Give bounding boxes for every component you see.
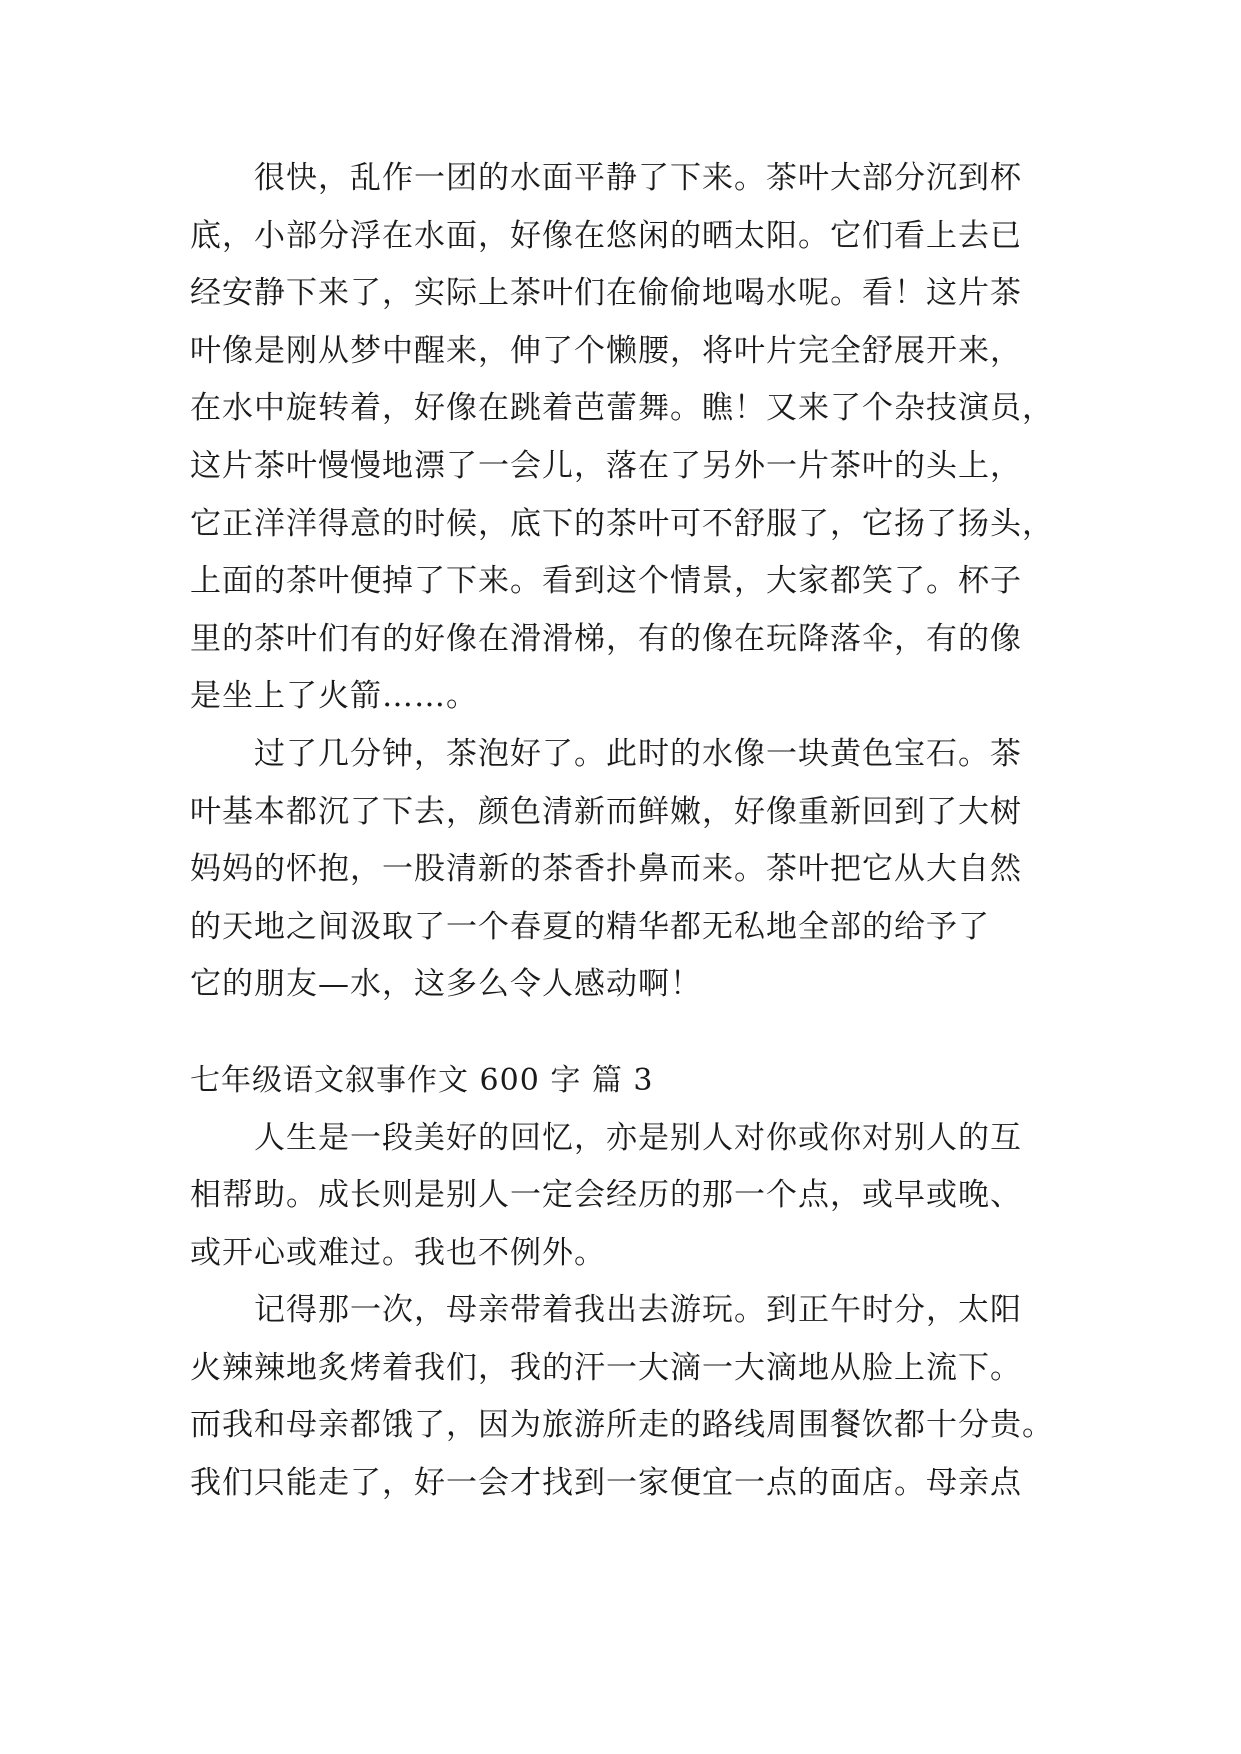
text-line: 上面的茶叶便掉了下来。看到这个情景，大家都笑了。杯子 [190, 563, 1022, 600]
document-page [190, 150, 1070, 1513]
text-line: 火辣辣地炙烤着我们，我的汗一大滴一大滴地从脸上流下。 [190, 1349, 1022, 1386]
section-heading: 七年级语文叙事作文 600 字 篇 3 [190, 1062, 654, 1098]
paragraph-life-memories [190, 1110, 1070, 1283]
text-line: 或开心或难过。我也不例外。 [190, 1234, 606, 1271]
text-line: 的天地之间汲取了一个春夏的精华都无私地全部的给予了 [190, 908, 990, 945]
text-line: 是坐上了火箭……。 [190, 678, 478, 715]
text-line: 它的朋友—水，这多么令人感动啊！ [190, 966, 702, 1003]
paragraph-trip-with-mother [190, 1282, 1070, 1512]
text-line: 妈妈的怀抱，一股清新的茶香扑鼻而来。茶叶把它从大自然 [190, 851, 1022, 888]
text-line: 人生是一段美好的回忆，亦是别人对你或你对别人的互 [254, 1119, 1022, 1156]
text-line: 它正洋洋得意的时候，底下的茶叶可不舒服了，它扬了扬头， [190, 505, 1054, 542]
paragraph-tea-leaves [190, 150, 1070, 726]
section-gap [190, 1014, 1070, 1052]
text-line: 而我和母亲都饿了，因为旅游所走的路线周围餐饮都十分贵。 [190, 1407, 1054, 1444]
text-line: 在水中旋转着，好像在跳着芭蕾舞。瞧！又来了个杂技演员， [190, 390, 1054, 427]
text-line: 经安静下来了，实际上茶叶们在偷偷地喝水呢。看！这片茶 [190, 275, 1022, 312]
text-line: 很快，乱作一团的水面平静了下来。茶叶大部分沉到杯 [254, 160, 1022, 196]
text-line: 记得那一次，母亲带着我出去游玩。到正午时分，太阳 [254, 1292, 1022, 1329]
text-line: 相帮助。成长则是别人一定会经历的那一个点，或早或晚、 [190, 1177, 1022, 1214]
text-line: 这片茶叶慢慢地漂了一会儿，落在了另外一片茶叶的头上， [190, 447, 1022, 484]
text-line: 过了几分钟，茶泡好了。此时的水像一块黄色宝石。茶 [254, 735, 1022, 772]
text-line: 底，小部分浮在水面，好像在悠闲的晒太阳。它们看上去已 [190, 217, 1022, 254]
text-line: 我们只能走了，好一会才找到一家便宜一点的面店。母亲点 [190, 1465, 1022, 1502]
text-line: 里的茶叶们有的好像在滑滑梯，有的像在玩降落伞，有的像 [190, 620, 1022, 657]
text-line: 叶基本都沉了下去，颜色清新而鲜嫩，好像重新回到了大树 [190, 793, 1022, 830]
paragraph-tea-brewed [190, 726, 1070, 1014]
text-line: 叶像是刚从梦中醒来，伸了个懒腰，将叶片完全舒展开来， [190, 332, 1022, 369]
